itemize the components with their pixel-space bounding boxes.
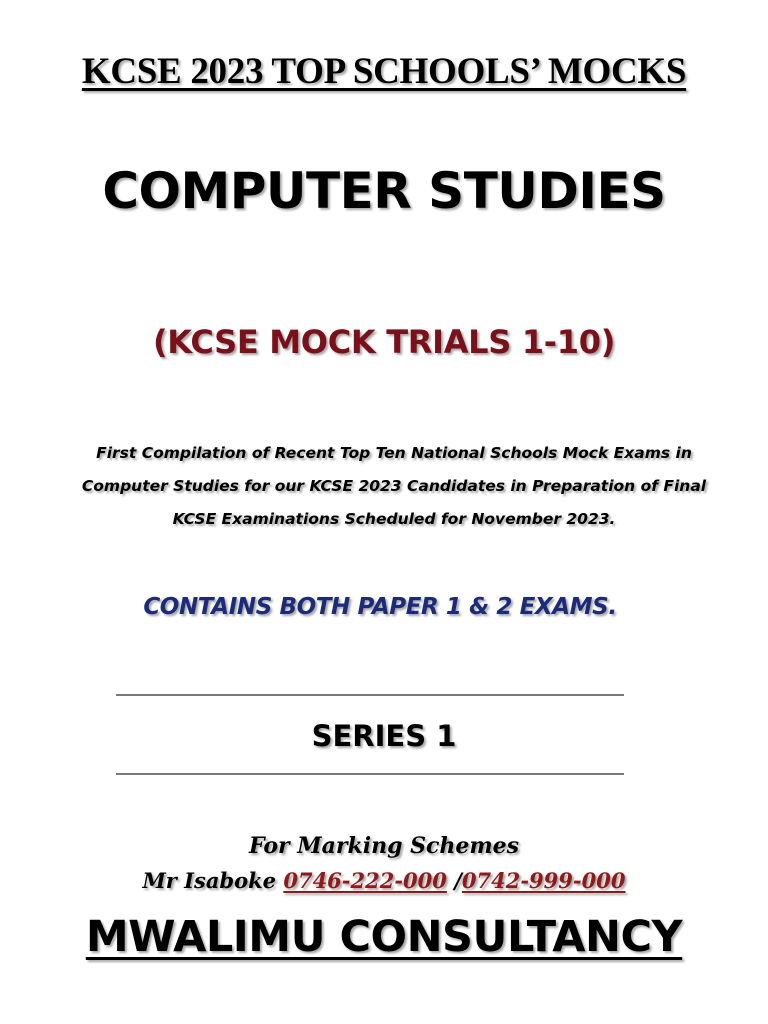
contents-note: CONTAINS BOTH PAPER 1 & 2 EXAMS. bbox=[143, 594, 617, 620]
description-line: Computer Studies for our KCSE 2023 Candidates in Preparation of Final bbox=[81, 477, 707, 495]
description-line: KCSE Examinations Scheduled for November 2023. bbox=[172, 510, 616, 528]
description-line: First Compilation of Recent Top Ten National Schools Mock Exams in bbox=[96, 444, 692, 462]
contact-line bbox=[0, 868, 768, 893]
description-paragraph bbox=[74, 437, 714, 536]
document-header-title: KCSE 2023 TOP SCHOOLS’ MOCKS bbox=[81, 51, 687, 92]
divider-top bbox=[116, 694, 624, 696]
mock-trials-label: (KCSE MOCK TRIALS 1-10) bbox=[152, 323, 616, 361]
divider-bottom bbox=[116, 773, 624, 775]
phone-number-2[interactable]: 0742-999-000 bbox=[461, 868, 626, 893]
phone-separator: / bbox=[454, 868, 462, 893]
marking-schemes-heading: For Marking Schemes bbox=[248, 833, 520, 859]
subject-title: COMPUTER STUDIES bbox=[102, 162, 666, 220]
contact-name: Mr Isaboke bbox=[142, 868, 277, 893]
series-label: SERIES 1 bbox=[311, 719, 457, 753]
phone-number-1[interactable]: 0746-222-000 bbox=[283, 868, 447, 893]
consultancy-brand: MWALIMU CONSULTANCY bbox=[85, 912, 683, 962]
